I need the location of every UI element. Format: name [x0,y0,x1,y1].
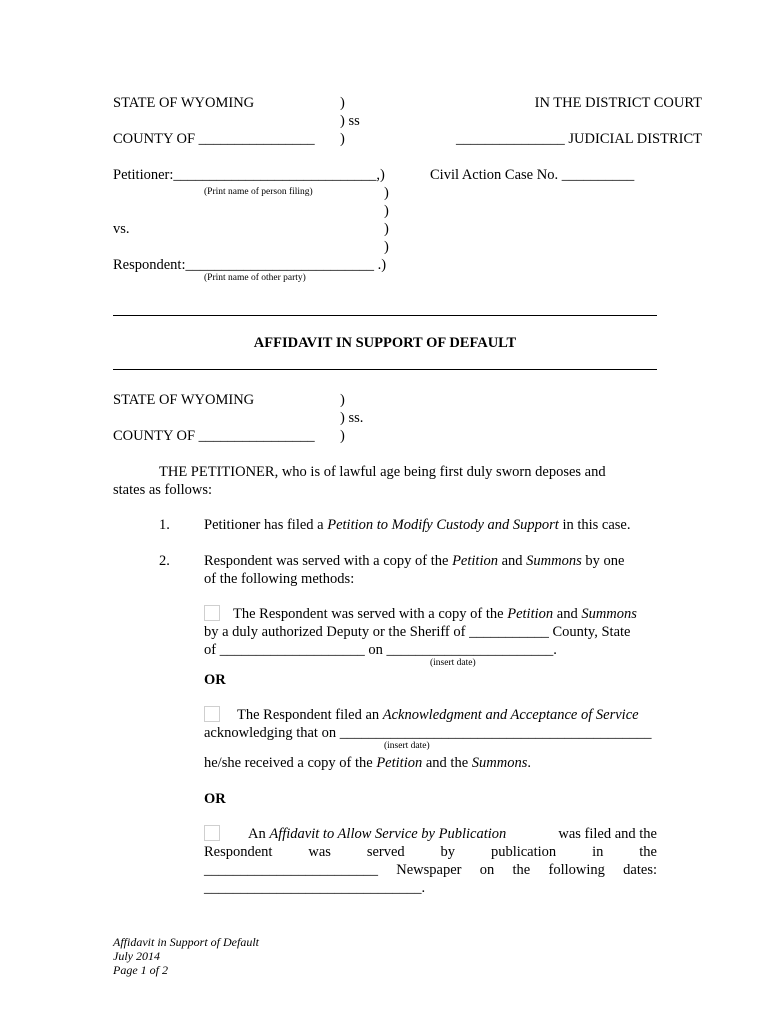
petitioner-note: (Print name of person filing) [204,187,313,197]
option-2-text: he/she received a copy of the [204,755,377,771]
venue-state: STATE OF WYOMING [113,392,255,408]
footer-date: July 2014 [113,949,160,963]
italic-term: Affidavit to Allow Service by Publication [269,826,507,842]
caption-paren: ) [340,131,345,147]
document-title: AFFIDAVIT IN SUPPORT OF DEFAULT [253,335,517,351]
option-2-text: and the [422,755,472,771]
venue-county: COUNTY OF ________________ [113,428,315,444]
divider-line [113,369,657,370]
word: Respondent [204,844,273,860]
caption-ss: ) ss [340,113,360,129]
option-1-text: and [553,606,582,622]
word: on [479,862,495,878]
option-3-line [248,825,657,843]
word: following [548,862,605,878]
civil-action-case-no: Civil Action Case No. __________ [430,167,635,183]
option-3-line [204,861,657,879]
option-2-text: . [527,755,531,771]
item-2-text: and [497,553,527,569]
item-2-text: by one [581,553,625,569]
italic-term: Summons [471,755,528,771]
italic-term: Petition [452,553,498,569]
respondent-note: (Print name of other party) [204,273,306,283]
item-1-text-post: in this case. [558,517,631,533]
caption-court: IN THE DISTRICT COURT [534,95,702,111]
italic-term: Petition [376,755,423,771]
acknowledgment-checkbox[interactable] [204,706,220,722]
option-2-text: The Respondent filed an [237,707,383,723]
word: in [592,844,604,860]
word: the [639,844,657,860]
word: the [512,862,531,878]
petition-title: Petition to Modify Custody and Support [327,517,559,533]
option-3-text: was filed and the [558,826,657,842]
caption-vs: vs. [113,221,130,237]
caption-paren: ) [384,203,389,219]
footer-page: Page 1 of 2 [113,963,168,977]
insert-date-note: (insert date) [384,741,430,751]
word: by [440,844,456,860]
venue-paren: ) [340,428,345,444]
item-number: 2. [159,553,170,569]
venue-paren: ) [340,392,345,408]
item-number: 1. [159,517,170,533]
option-2-line [204,754,531,772]
insert-date-note: (insert date) [430,658,476,668]
option-1-text: The Respondent was served with a copy of the [233,606,508,622]
caption-county: COUNTY OF ________________ [113,131,315,147]
option-3-line [204,843,657,861]
caption-state: STATE OF WYOMING [113,95,255,111]
italic-term: Acknowledgment and Acceptance of Service [382,707,639,723]
option-1-line [233,605,637,623]
footer-title: Affidavit in Support of Default [113,935,259,949]
sheriff-service-checkbox[interactable] [204,605,220,621]
italic-term: Summons [526,553,582,569]
italic-term: Summons [581,606,637,622]
word: was [308,844,331,860]
italic-term: Petition [507,606,554,622]
publication-checkbox[interactable] [204,825,220,841]
caption-judicial-district: _______________ JUDICIAL DISTRICT [456,131,702,147]
option-3-prefix: An [248,826,270,842]
caption-paren: ) [384,185,389,201]
caption-petitioner: Petitioner:____________________________,) [113,167,385,183]
venue-ss: ) ss. [340,410,364,426]
item-2-line: of the following methods: [204,571,355,587]
option-1-line: of ____________________ on _______________________. [204,642,557,658]
word: publication [490,844,557,860]
item-2-text: Respondent was served with a copy of the [204,553,453,569]
caption-paren: ) [384,221,389,237]
option-3-text [248,825,506,843]
word: ________________________ [204,862,378,878]
caption-paren: ) [340,95,345,111]
option-1-line: by a duly authorized Deputy or the Sheriff of ___________ County, State [204,624,631,640]
item-1-text-pre: Petitioner has filed a [204,517,328,533]
option-2-line: acknowledging that on ___________________________________________ [204,725,652,741]
caption-paren: ) [384,239,389,255]
intro-line: THE PETITIONER, who is of lawful age being first duly sworn deposes and [159,464,606,480]
option-2-line [237,706,639,724]
or-separator: OR [204,672,226,688]
option-3-line: ______________________________. [204,880,426,896]
caption-respondent: Respondent:__________________________ .) [113,257,387,273]
item-1-text [204,516,631,534]
divider-line [113,315,657,316]
or-separator: OR [204,791,226,807]
word: dates: [623,862,657,878]
intro-line: states as follows: [113,482,213,498]
word: Newspaper [396,862,462,878]
item-2-line [204,552,624,570]
word: served [366,844,405,860]
